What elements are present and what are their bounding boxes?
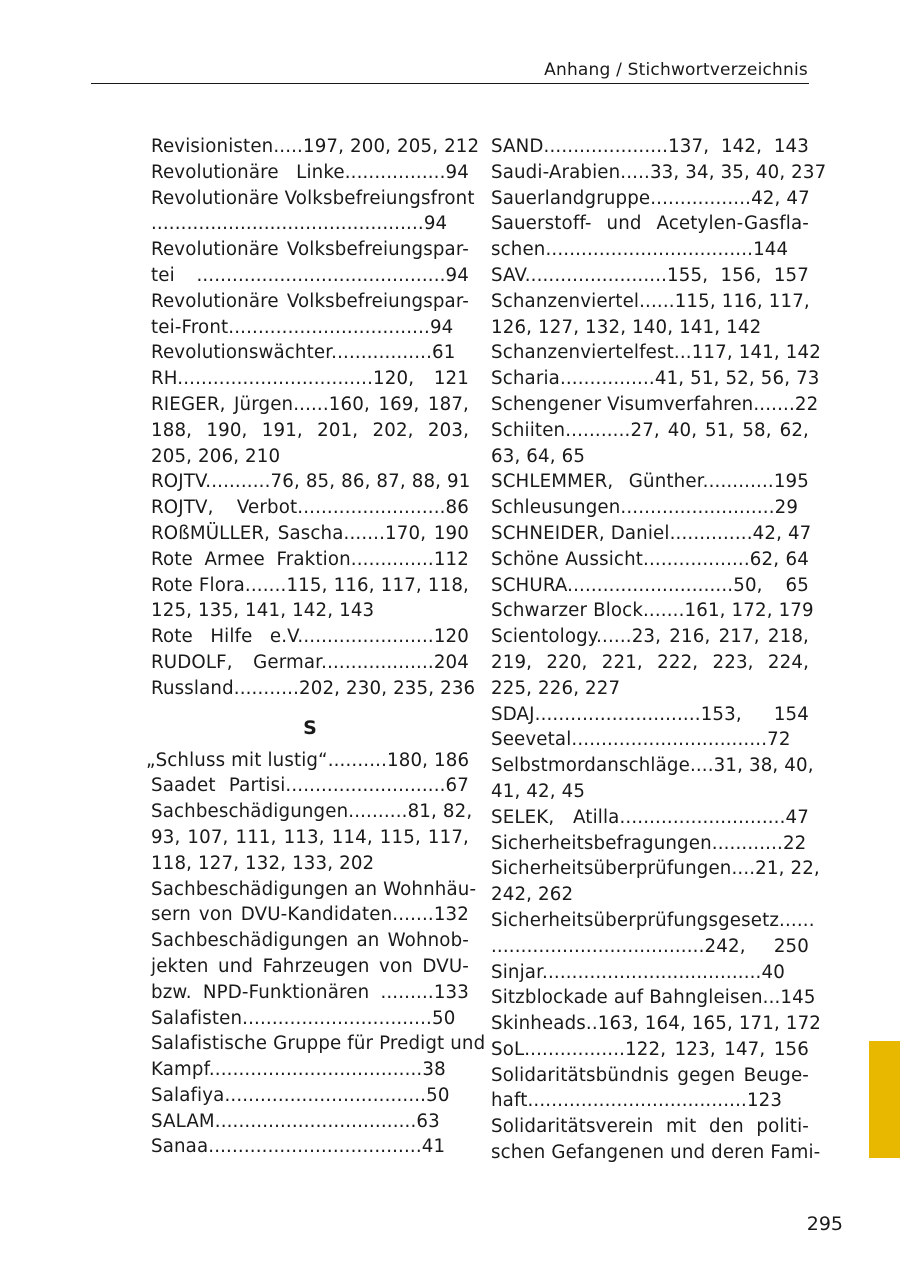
index-entry-line: Salafistische Gruppe für Predigt und: [151, 1033, 486, 1055]
index-entry-line: Sanaa....................................41: [151, 1136, 446, 1158]
index-entry-line: 205, 206, 210: [151, 445, 281, 467]
index-entry-line: Sicherheitsüberprüfungsgesetz......: [491, 909, 815, 931]
index-entry-line: haft.....................................123: [491, 1090, 783, 1112]
index-entry-line: Revolutionswächter.................61: [151, 342, 456, 364]
index-entry-line: 225, 226, 227: [491, 677, 621, 699]
index-entry-line: 41, 42, 45: [491, 780, 586, 802]
index-entry-line: SCHLEMMER, Günther............195: [491, 471, 809, 493]
index-entry-line: Salafiya..................................50: [151, 1084, 450, 1106]
index-entry-line: SALAM..................................63: [151, 1110, 440, 1132]
index-entry-line: Selbstmordanschläge....31, 38, 40,: [491, 755, 814, 777]
index-entry-line: Sauerstoff- und Acetylen-Gasfla-: [491, 213, 809, 235]
index-entry-line: SDAJ............................153, 154: [491, 703, 809, 725]
index-entry-line: schen...................................144: [491, 239, 789, 261]
index-entry-line: jekten und Fahrzeugen von DVU-: [151, 955, 469, 977]
index-entry-line: Sauerlandgruppe.................42, 47: [491, 187, 810, 209]
index-entry-line: SCHURA............................50, 65: [491, 574, 809, 596]
index-entry-line: Saadet Partisi...........................67: [151, 775, 469, 797]
index-entry-line: „Schluss mit lustig“..........180, 186: [146, 749, 470, 771]
index-entry-line: bzw. NPD-Funktionären .........133: [151, 981, 469, 1003]
index-entry-line: Revolutionäre Volksbefreiungsfront: [151, 187, 475, 209]
index-entry-line: Schöne Aussicht..................62, 64: [491, 548, 809, 570]
index-entry-line: ROßMÜLLER, Sascha.......170, 190: [151, 522, 469, 544]
index-entry-line: Solidaritätsbündnis gegen Beuge-: [491, 1064, 809, 1086]
index-entry-line: 63, 64, 65: [491, 445, 586, 467]
index-entry-line: ....................................242, 250: [491, 935, 809, 957]
index-entry-line: Schanzenviertel......115, 116, 117,: [491, 290, 810, 312]
index-entry-line: Revisionisten.....197, 200, 205, 212: [151, 136, 480, 157]
index-entry-line: ROJTV, Verbot.........................86: [151, 497, 469, 519]
running-header-title: Anhang / Stichwortverzeichnis: [544, 60, 808, 80]
index-entry-line: Schwarzer Block.......161, 172, 179: [491, 600, 814, 622]
index-entry-line: 126, 127, 132, 140, 141, 142: [491, 316, 762, 338]
index-entry-line: Scharia................41, 51, 52, 56, 73: [491, 368, 820, 390]
index-entry-line: Sachbeschädigungen an Wohnhäu-: [151, 878, 477, 900]
index-entry-line: sern von DVU-Kandidaten.......132: [151, 904, 469, 926]
index-entry-line: ROJTV...........76, 85, 86, 87, 88, 91: [151, 471, 471, 493]
index-entry-line: Schengener Visumverfahren.......22: [491, 393, 819, 415]
index-entry-line: SELEK, Atilla............................47: [491, 806, 809, 828]
index-entry-line: Sicherheitsbefragungen............22: [491, 832, 807, 854]
index-entry-line: 219, 220, 221, 222, 223, 224,: [491, 651, 809, 673]
index-column-right: [491, 134, 827, 1166]
index-entry-line: Sachbeschädigungen an Wohnob-: [151, 930, 469, 952]
index-entry-line: 118, 127, 132, 133, 202: [151, 852, 375, 874]
index-entry-line: Solidaritätsverein mit den politi-: [491, 1116, 809, 1138]
index-entry-line: Seevetal.................................72: [491, 729, 791, 751]
index-column-left: [146, 134, 486, 1160]
index-entry-line: SCHNEIDER, Daniel..............42, 47: [491, 522, 812, 544]
index-entry-line: schen Gefangenen und deren Fami-: [491, 1142, 821, 1164]
index-entry-line: Sachbeschädigungen..........81, 82,: [151, 801, 473, 823]
index-entry-line: Saudi-Arabien.....33, 34, 35, 40, 237: [491, 161, 827, 183]
index-entry-line: 125, 135, 141, 142, 143: [151, 600, 375, 622]
index-entry-line: SAV........................155, 156, 157: [491, 264, 809, 286]
index-entry-line: 242, 262: [491, 884, 574, 906]
index-entry-line: Skinheads..163, 164, 165, 171, 172: [491, 1013, 822, 1035]
index-entry-line: SAND.....................137, 142, 143: [491, 136, 809, 157]
index-entry-line: ..............................................94: [151, 213, 448, 235]
index-entry-line: Sinjar.....................................40: [491, 961, 785, 983]
index-entry-line: 93, 107, 111, 113, 114, 115, 117,: [151, 826, 469, 848]
index-entry-line: tei-Front..................................94: [151, 316, 454, 338]
index-entry-line: RH.................................120, 121: [151, 368, 469, 390]
index-entry-line: Rote Flora.......115, 116, 117, 118,: [151, 574, 469, 596]
index-letter-heading: S: [303, 716, 317, 739]
index-entry-line: Scientology......23, 216, 217, 218,: [491, 626, 809, 648]
index-entry-line: Rote Hilfe e.V.......................120: [151, 626, 469, 648]
index-entry-line: Russland...........202, 230, 235, 236: [151, 677, 476, 699]
index-entry-line: Salafisten................................50: [151, 1007, 456, 1029]
index-entry-line: Sicherheitsüberprüfungen....21, 22,: [491, 858, 820, 880]
index-entry-line: Schiiten...........27, 40, 51, 58, 62,: [491, 419, 809, 441]
index-entry-line: 188, 190, 191, 201, 202, 203,: [151, 419, 469, 441]
page-number: 295: [806, 1213, 843, 1235]
index-entry-line: Revolutionäre Linke.................94: [151, 161, 469, 183]
section-tab-marker: [869, 1041, 900, 1158]
index-entry-line: SoL.................122, 123, 147, 156: [491, 1038, 809, 1060]
index-entry-line: Schanzenviertelfest...117, 141, 142: [491, 342, 821, 364]
index-entry-line: Rote Armee Fraktion..............112: [151, 548, 469, 570]
index-entry-line: RUDOLF, Germar...................204: [151, 651, 469, 673]
index-entry-line: Schleusungen..........................29: [491, 497, 799, 519]
index-entry-line: RIEGER, Jürgen......160, 169, 187,: [151, 393, 469, 415]
index-entry-line: Revolutionäre Volksbefreiungspar-: [151, 290, 469, 312]
index-entry-line: Sitzblockade auf Bahngleisen...145: [491, 987, 816, 1009]
index-entry-line: tei ..........................................94: [151, 264, 469, 286]
header-rule: [91, 83, 809, 84]
index-entry-line: Kampf....................................38: [151, 1059, 446, 1081]
index-entry-line: Revolutionäre Volksbefreiungspar-: [151, 239, 469, 261]
